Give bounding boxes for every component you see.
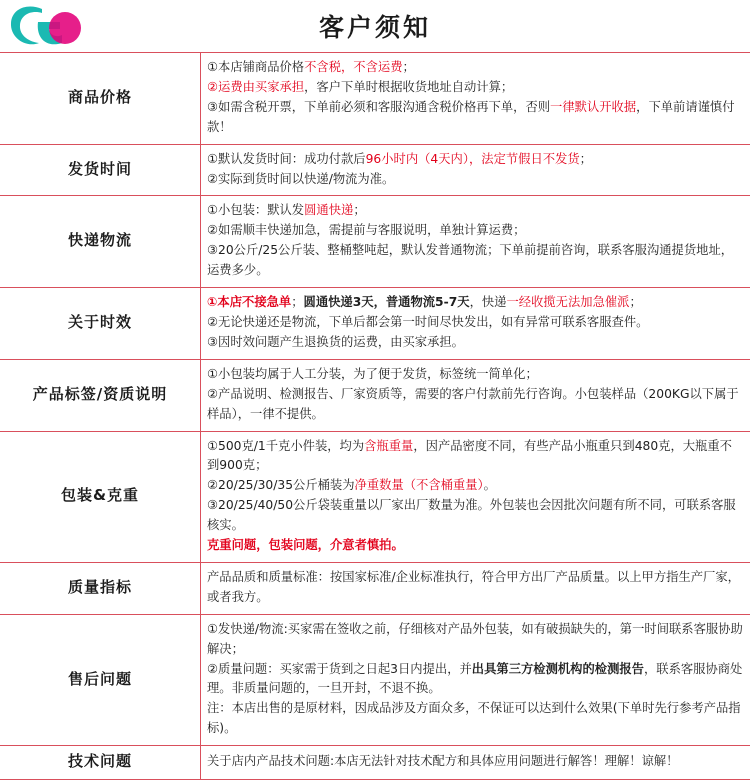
row-content-line bbox=[207, 241, 744, 281]
text-segment: 圆通快递3天，普通物流5-7天 bbox=[304, 295, 470, 309]
notice-table-body bbox=[0, 53, 750, 780]
row-content-line bbox=[207, 365, 744, 385]
row-content-line bbox=[207, 437, 744, 477]
text-segment: 产品品质和质量标准：按国家标准/企业标准执行，符合甲方出厂产品质量。以上甲方指生产厂家，或者我方。 bbox=[207, 570, 740, 604]
text-segment: ①小包装：默认发 bbox=[207, 203, 304, 217]
row-content-line bbox=[207, 752, 744, 772]
text-segment: ①发快递/物流:买家需在签收之前，仔细核对产品外包装，如有破损缺失的，第一时间联系客服协助解决； bbox=[207, 622, 743, 656]
table-row bbox=[0, 359, 750, 431]
row-content-line bbox=[207, 568, 744, 608]
row-label: 包装&克重 bbox=[0, 431, 201, 562]
row-content bbox=[201, 53, 750, 145]
row-content bbox=[201, 196, 750, 288]
row-content bbox=[201, 562, 750, 614]
row-label: 商品价格 bbox=[0, 53, 201, 145]
row-content-line bbox=[207, 536, 744, 556]
text-segment: ①500克/1千克小件装，均为 bbox=[207, 439, 364, 453]
row-content-line bbox=[207, 385, 744, 425]
text-segment: ②如需顺丰快递加急，需提前与客服说明，单独计算运费； bbox=[207, 223, 525, 237]
text-segment: ② bbox=[207, 80, 218, 94]
text-segment: ②无论快递还是物流，下单后都会第一时间尽快发出，如有异常可联系客服查件。 bbox=[207, 315, 648, 329]
text-segment: 运费由买家承担 bbox=[218, 80, 304, 94]
row-label: 售后问题 bbox=[0, 614, 201, 745]
table-row bbox=[0, 53, 750, 145]
table-row bbox=[0, 614, 750, 745]
text-segment: ③20公斤/25公斤装、整桶整吨起，默认发普通物流；下单前提前咨询，联系客服沟通提货地址，运费多少。 bbox=[207, 243, 733, 277]
text-segment: ②质量问题：买家需于货到之日起3日内提出，并 bbox=[207, 662, 472, 676]
text-segment: 注：本店出售的是原材料，因成品涉及方面众多，不保证可以达到什么效果(下单时先行参考产品指标)。 bbox=[207, 701, 741, 735]
row-label: 技术问题 bbox=[0, 746, 201, 780]
row-content bbox=[201, 144, 750, 196]
row-content-line bbox=[207, 699, 744, 739]
row-content-line bbox=[207, 476, 744, 496]
text-segment: ，下单前请谨慎付款！ bbox=[207, 100, 735, 134]
row-label: 产品标签/资质说明 bbox=[0, 359, 201, 431]
row-content bbox=[201, 746, 750, 780]
text-segment: 含瓶重量 bbox=[364, 439, 413, 453]
text-segment: ，因产品密度不同，有些产品小瓶重只到480克，大瓶重不到900克； bbox=[207, 439, 732, 473]
notice-table bbox=[0, 52, 750, 780]
text-segment: ； bbox=[353, 203, 365, 217]
table-row bbox=[0, 144, 750, 196]
row-content-line bbox=[207, 313, 744, 333]
text-segment: 一律默认开收据 bbox=[550, 100, 636, 114]
text-segment: ① bbox=[207, 295, 217, 309]
row-label: 快递物流 bbox=[0, 196, 201, 288]
table-row bbox=[0, 431, 750, 562]
table-row bbox=[0, 196, 750, 288]
text-segment: ，客户下单时根据收货地址自动计算； bbox=[304, 80, 513, 94]
row-content bbox=[201, 614, 750, 745]
text-segment: ①小包装均属于人工分装，为了便于发货，标签统一简单化； bbox=[207, 367, 538, 381]
text-segment: ①本店铺商品价格 bbox=[207, 60, 304, 74]
table-row bbox=[0, 288, 750, 360]
text-segment: 96小时内（4天内），法定节假日不发货 bbox=[366, 152, 580, 166]
text-segment: 净重数量（不含桶重量） bbox=[355, 478, 484, 492]
row-content-line bbox=[207, 58, 744, 78]
row-content-line bbox=[207, 150, 744, 170]
text-segment: ①默认发货时间：成功付款后 bbox=[207, 152, 366, 166]
page-title: 客户须知 bbox=[319, 8, 431, 44]
row-label: 质量指标 bbox=[0, 562, 201, 614]
row-content-line bbox=[207, 333, 744, 353]
row-content-line bbox=[207, 620, 744, 660]
text-segment: ； bbox=[580, 152, 592, 166]
row-content-line bbox=[207, 78, 744, 98]
text-segment: ，联系客服协商处理。非质量问题的，一旦开封，不退不换。 bbox=[207, 662, 742, 696]
row-content-line bbox=[207, 98, 744, 138]
row-content bbox=[201, 359, 750, 431]
text-segment: ，快递 bbox=[470, 295, 507, 309]
text-segment: ； bbox=[403, 60, 415, 74]
row-content-line bbox=[207, 496, 744, 536]
text-segment: ②20/25/30/35公斤桶装为 bbox=[207, 478, 355, 492]
text-segment: ②实际到货时间以快递/物流为准。 bbox=[207, 172, 394, 186]
text-segment: ； bbox=[291, 295, 303, 309]
row-content-line bbox=[207, 170, 744, 190]
text-segment: ③20/25/40/50公斤袋装重量以厂家出厂数量为准。外包装也会因批次问题有所不同，可联系客服核实。 bbox=[207, 498, 736, 532]
company-logo bbox=[8, 2, 86, 50]
table-row bbox=[0, 746, 750, 780]
text-segment: 。 bbox=[484, 478, 496, 492]
text-segment: 一经收揽无法加急催派 bbox=[506, 295, 629, 309]
text-segment: 克重问题，包装问题，介意者慎拍。 bbox=[207, 538, 404, 552]
text-segment: ； bbox=[629, 295, 641, 309]
row-label: 发货时间 bbox=[0, 144, 201, 196]
text-segment: 本店不接急单 bbox=[217, 295, 291, 309]
text-segment: 不含税，不含运费 bbox=[304, 60, 402, 74]
row-content bbox=[201, 288, 750, 360]
row-label: 关于时效 bbox=[0, 288, 201, 360]
page-header bbox=[0, 0, 750, 52]
text-segment: ③如需含税开票，下单前必须和客服沟通含税价格再下单，否则 bbox=[207, 100, 550, 114]
text-segment: 关于店内产品技术问题:本店无法针对技术配方和具体应用问题进行解答！理解！谅解！ bbox=[207, 754, 678, 768]
text-segment: 出具第三方检测机构的检测报告 bbox=[472, 662, 644, 676]
text-segment: 圆通快递 bbox=[304, 203, 353, 217]
row-content-line bbox=[207, 660, 744, 700]
row-content-line bbox=[207, 293, 744, 313]
table-row bbox=[0, 562, 750, 614]
row-content bbox=[201, 431, 750, 562]
row-content-line bbox=[207, 201, 744, 221]
text-segment: ②产品说明、检测报告、厂家资质等，需要的客户付款前先行咨询。小包装样品（200KG以下属于样品），一律不提供。 bbox=[207, 387, 739, 421]
row-content-line bbox=[207, 221, 744, 241]
text-segment: ③因时效问题产生退换货的运费，由买家承担。 bbox=[207, 335, 464, 349]
